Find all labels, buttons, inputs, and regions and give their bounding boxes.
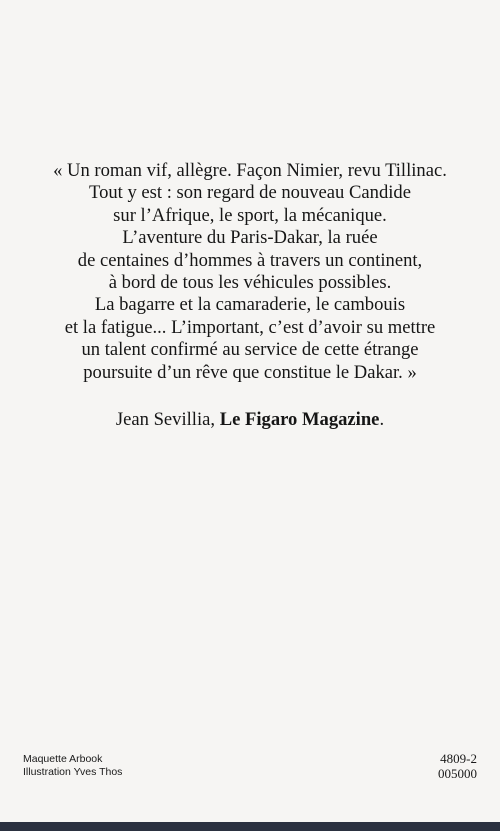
- quote-line: Tout y est : son regard de nouveau Candide: [89, 182, 411, 204]
- quote-line: de centaines d’hommes à travers un continent,: [77, 249, 423, 271]
- attribution-period: .: [379, 409, 385, 430]
- credit-maquette: Maquette Arbook: [23, 753, 103, 765]
- catalog-code: 4809-2: [440, 751, 477, 766]
- quote-line: L’aventure du Paris-Dakar, la ruée: [122, 227, 378, 249]
- quote-attribution: [20, 409, 480, 431]
- credit-illustration: Illustration Yves Thos: [23, 766, 123, 778]
- quote-line: et la fatigue... L’important, c’est d’avoir su mettre: [64, 316, 436, 338]
- quote-line: La bagarre et la camaraderie, le cambouis: [94, 294, 406, 316]
- quote-line: « Un roman vif, allègre. Façon Nimier, revu Tillinac.: [53, 160, 447, 181]
- quote-line: sur l’Afrique, le sport, la mécanique.: [113, 204, 387, 226]
- quote-line: un talent confirmé au service de cette étrange: [81, 339, 419, 361]
- review-quote: [20, 160, 480, 384]
- bottom-edge-band: [0, 822, 500, 831]
- quote-line: à bord de tous les véhicules possibles.: [108, 272, 392, 294]
- attribution-author: Jean Sevillia,: [115, 409, 216, 430]
- catalog-codes: [438, 751, 477, 781]
- cover-credits: [23, 753, 122, 779]
- quote-line: poursuite d’un rêve que constitue le Dakar. »: [83, 361, 417, 383]
- attribution-publication: Le Figaro Magazine: [219, 409, 380, 430]
- price-code: 005000: [438, 766, 477, 781]
